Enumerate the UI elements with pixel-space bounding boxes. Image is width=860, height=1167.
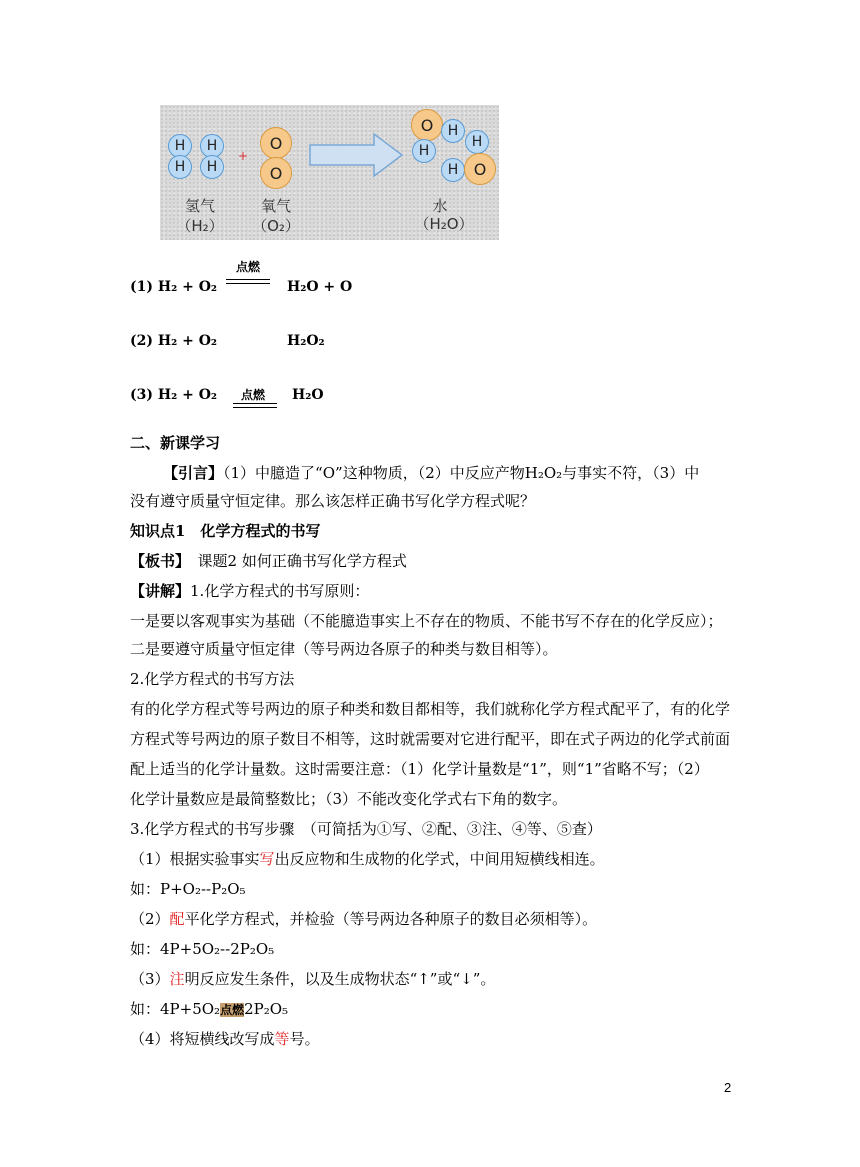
example-text: 2P₂O₅ [244,1000,289,1018]
step-text: （3） [130,970,170,988]
principle-line: 二是要遵守质量守恒定律（等号两边各原子的种类与数目相等）。 [130,640,558,658]
method-line: 有的化学方程式等号两边的原子种类和数目都相等，我们就称化学方程式配平了，有的化学 [130,700,731,718]
step-text: 明反应发生条件，以及生成物状态“↑”或“↓”。 [184,970,496,988]
steps-title: 3.化学方程式的书写步骤 （可简括为①写、②配、③注、④等、⑤查） [130,820,602,838]
equation-right: H₂O + O [287,279,353,295]
intro-line-1 [163,462,699,483]
intro-text: （1）中臆造了“O”这种物质，（2）中反应产物H₂O₂与事实不符，（3）中 [223,464,700,482]
step-keyword: 配 [169,910,185,928]
example-1: 如：P+O₂--P₂O₅ [130,880,246,898]
board-line [130,550,407,571]
example-3 [130,998,288,1019]
hydrogen-atom: H [412,139,436,163]
method-line: 方程式等号两边的原子数目不相等，这时就需要对它进行配平，即在式子两边的化学式前面 [130,730,731,748]
hydrogen-atom: H [441,119,465,143]
oxygen-name: 氧气 [260,197,291,215]
hydrogen-atom: H [441,158,465,182]
step-text: （1）根据实验事实 [130,850,260,868]
equation-bar [233,407,277,408]
example-text: 如：4P+5O₂ [130,1000,221,1018]
equation-left: (3) H₂ + O₂ [130,387,218,403]
step-text: 出反应物和生成物的化学式，中间用短横线相连。 [274,850,605,868]
hydrogen-formula: （H₂） [176,217,224,235]
hydrogen-atom: H [465,130,489,154]
step-2 [130,908,597,929]
step-text: （4）将短横线改写成 [130,1030,275,1048]
reaction-arrow-icon [308,132,404,178]
board-label: 【板书】 [130,552,183,570]
example-2: 如：4P+5O₂--2P₂O₅ [130,940,275,958]
board-text: 课题2 如何正确书写化学方程式 [182,552,407,570]
lecture-label: 【讲解】 [130,582,191,600]
oxygen-atom: O [464,153,496,185]
page-number: 2 [724,1080,732,1095]
step-text: 平化学方程式，并检验（等号两边各种原子的数目必须相等）。 [184,910,598,928]
water-formula: （H₂O） [414,215,474,233]
water-name: 水 [432,197,448,215]
equation-right: H₂O₂ [287,333,325,349]
condition-highlight: 点燃 [220,1003,245,1017]
intro-label: 【引言】 [163,464,224,482]
equation-bar [226,283,270,284]
hydrogen-atom: H [168,155,192,179]
equation-left: (1) H₂ + O₂ [130,279,218,295]
knowledge-point-title: 知识点1 化学方程式的书写 [130,522,321,540]
hydrogen-atom: H [200,155,224,179]
hydrogen-atom: H [200,134,224,158]
intro-line-2: 没有遵守质量守恒定律。那么该怎样正确书写化学方程式呢？ [130,492,536,510]
hydrogen-atom: H [168,134,192,158]
step-keyword: 等 [274,1030,290,1048]
equation-right: H₂O [292,387,324,403]
lecture-line [130,580,369,601]
oxygen-atom: O [260,127,292,159]
equation-left: (2) H₂ + O₂ [130,333,218,349]
step-text: 号。 [289,1030,320,1048]
oxygen-atom: O [411,109,443,141]
step-text: （2） [130,910,170,928]
method-line: 化学计量数应是最简整数比；（3）不能改变化学式右下角的数字。 [130,790,568,808]
equation-bar [233,403,277,404]
method-title: 2.化学方程式的书写方法 [130,670,295,688]
method-line: 配上适当的化学计量数。这时需要注意：（1）化学计量数是“1”，则“1”省略不写；（2） [130,760,709,778]
step-keyword: 写 [259,850,275,868]
hydrogen-name: 氢气 [184,197,215,215]
step-4 [130,1028,320,1049]
oxygen-atom: O [260,157,292,189]
step-keyword: 注 [169,970,185,988]
plus-sign: + [238,149,249,163]
principle-line: 一是要以客观事实为基础（不能臆造事实上不存在的物质、不能书写不存在的化学反应）； [130,612,723,630]
step-1 [130,848,605,869]
molecule-diagram [160,105,499,240]
condition-label: 点燃 [236,260,261,274]
lecture-text: 1.化学方程式的书写原则： [190,582,370,600]
section-title: 二、新课学习 [130,434,221,452]
condition-label: 点燃 [241,388,266,402]
oxygen-formula: （O₂） [252,217,300,235]
step-3 [130,968,495,989]
equation-bar [226,279,270,280]
